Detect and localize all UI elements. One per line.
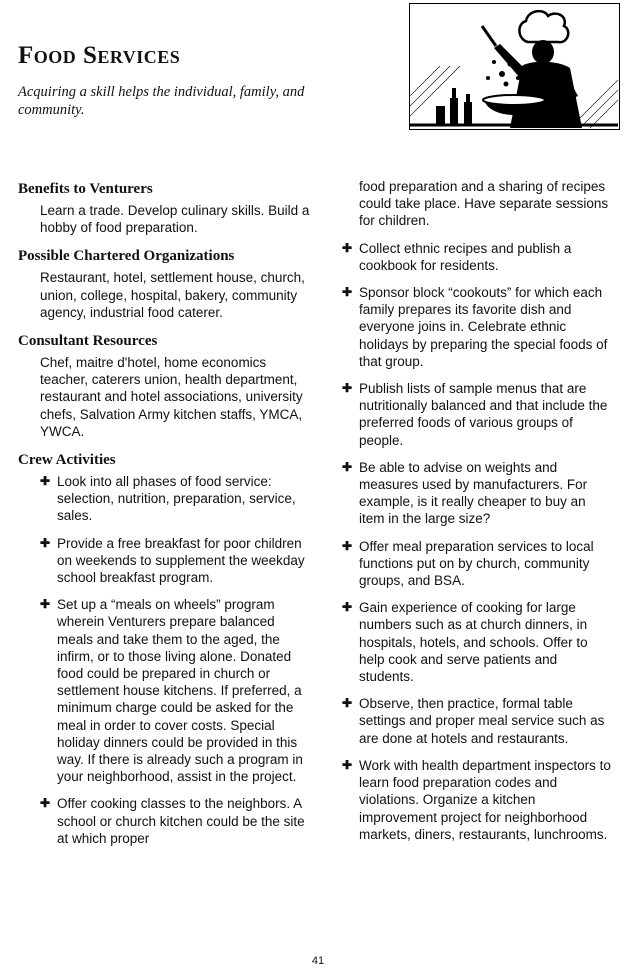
activity-text: Offer meal preparation services to local functions put on by church, community groups, and BSA. bbox=[359, 538, 594, 589]
activity-text: Publish lists of sample menus that are nutritionally balanced and that include the preferred foods of various groups of people. bbox=[359, 381, 608, 448]
list-item bbox=[40, 535, 314, 587]
consultants-body: Chef, maitre d'hotel, home economics teacher, caterers union, health department, restaurant and hotel associations, university chefs, Salvation Army kitchen staffs, YMCA, YWCA. bbox=[40, 355, 303, 439]
organizations-heading: Possible Chartered Organizations bbox=[18, 248, 235, 265]
activity-text: Offer cooking classes to the neighbors. A school or church kitchen could be the site at which proper bbox=[57, 796, 305, 846]
activity-text: Work with health department inspectors to learn food preparation codes and violations. Organize a kitchen improvement project for neighborhood markets, diners, restaurants, lunchrooms. bbox=[359, 757, 611, 842]
activity-text: Set up a “meals on wheels” program wherein Venturers prepare balanced meals and take them to the aged, the infirm, or to those living alone. Donated food could be prepared in church or settlement house kitchens. If preferred, a minimum charge could be asked for the meal in order to cover costs. Special holiday dinners could be provided in this way. If there is already such a program in your neighborhood, assist in the project. bbox=[57, 597, 303, 785]
activities-heading: Crew Activities bbox=[18, 452, 116, 469]
activity-text: Collect ethnic recipes and publish a cookbook for residents. bbox=[359, 240, 572, 273]
activity-continued-text: food preparation and a sharing of recipes could take place. Have separate sessions for children. bbox=[359, 179, 609, 229]
list-item bbox=[342, 240, 614, 274]
cross-bullet-icon: ✚ bbox=[40, 796, 51, 811]
list-item bbox=[342, 380, 614, 449]
list-item bbox=[40, 795, 314, 847]
organizations-body: Restaurant, hotel, settlement house, church, union, college, hospital, bakery, community agency, industrial food caterer. bbox=[40, 270, 305, 320]
consultants-heading: Consultant Resources bbox=[18, 333, 158, 350]
cross-bullet-icon: ✚ bbox=[342, 381, 353, 396]
cross-bullet-icon: ✚ bbox=[342, 285, 353, 300]
cross-bullet-icon: ✚ bbox=[342, 696, 353, 711]
activity-text: Sponsor block “cookouts” for which each family prepares its favorite dish and everyone joins in. Celebrate ethnic holidays by preparing the special foods of that group. bbox=[359, 285, 608, 369]
activity-text: Provide a free breakfast for poor children on weekends to supplement the weekday school breakfast program. bbox=[57, 535, 305, 586]
list-item bbox=[40, 596, 314, 785]
cross-bullet-icon: ✚ bbox=[342, 459, 353, 474]
cross-bullet-icon: ✚ bbox=[40, 535, 51, 550]
list-item bbox=[342, 284, 614, 370]
cross-bullet-icon: ✚ bbox=[40, 474, 51, 489]
cross-bullet-icon: ✚ bbox=[342, 240, 353, 255]
cross-bullet-icon: ✚ bbox=[342, 538, 353, 553]
chef-illustration bbox=[409, 3, 620, 130]
list-item bbox=[40, 473, 314, 525]
list-item bbox=[342, 695, 614, 747]
page-title: Food Services bbox=[18, 42, 181, 69]
activities-list-left bbox=[40, 473, 314, 847]
cross-bullet-icon: ✚ bbox=[342, 757, 353, 772]
page-subtitle: Acquiring a skill helps the individual, family, and community. bbox=[18, 84, 305, 118]
left-column bbox=[18, 180, 314, 857]
chef-cooking-icon bbox=[410, 4, 618, 128]
activity-text: Be able to advise on weights and measures used by manufacturers. For example, is it really cheaper to buy an item in the large size? bbox=[359, 459, 588, 527]
activity-text: Gain experience of cooking for large numbers such as at church dinners, in hospitals, hotels, and schools. Offer to help cook and serve patients and students. bbox=[359, 600, 588, 685]
right-column bbox=[342, 178, 614, 853]
activity-text: Look into all phases of food service: selection, nutrition, preparation, service, sales. bbox=[57, 474, 296, 524]
activities-list-right bbox=[342, 240, 614, 843]
cross-bullet-icon: ✚ bbox=[40, 597, 51, 612]
benefits-body: Learn a trade. Develop culinary skills. Build a hobby of food preparation. bbox=[40, 203, 310, 236]
list-item bbox=[342, 459, 614, 528]
benefits-heading: Benefits to Venturers bbox=[18, 181, 153, 197]
list-item bbox=[342, 538, 614, 590]
page-number: 41 bbox=[311, 955, 325, 967]
cross-bullet-icon: ✚ bbox=[342, 600, 353, 615]
list-item bbox=[342, 757, 614, 843]
activity-text: Observe, then practice, formal table settings and proper meal service such as are done at hotels and restaurants. bbox=[359, 696, 605, 746]
list-item bbox=[342, 599, 614, 685]
